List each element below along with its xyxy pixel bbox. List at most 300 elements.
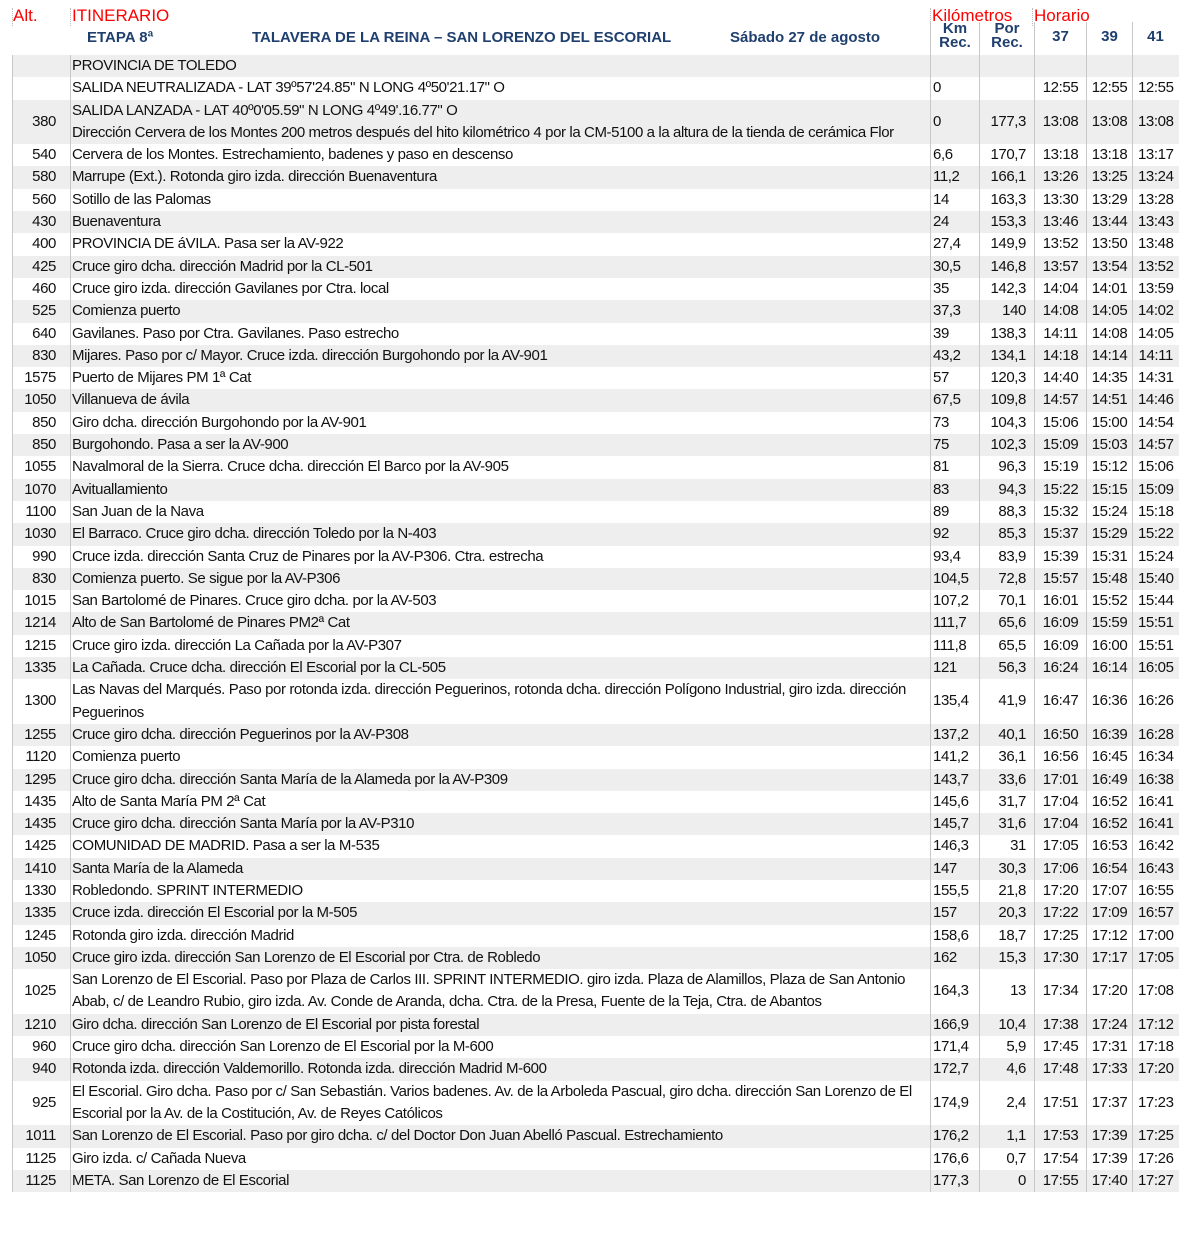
altitude-cell: 925 bbox=[13, 1081, 71, 1126]
altitude-cell: 1435 bbox=[13, 791, 71, 813]
table-row bbox=[13, 479, 1179, 501]
itinerary-cell: Giro dcha. dirección Burgohondo por la AV-901 bbox=[71, 412, 931, 434]
km-rec-cell: 24 bbox=[931, 211, 980, 233]
altitude-cell: 1245 bbox=[13, 925, 71, 947]
km-rec-cell: 11,2 bbox=[931, 166, 980, 188]
km-rec-cell: 75 bbox=[931, 434, 980, 456]
km-rec-cell: 171,4 bbox=[931, 1036, 980, 1058]
por-rec-cell: 20,3 bbox=[980, 902, 1035, 924]
table-row bbox=[13, 211, 1179, 233]
por-rec-cell: 83,9 bbox=[980, 546, 1035, 568]
time-41-cell: 16:55 bbox=[1133, 880, 1179, 902]
time-39-cell: 16:45 bbox=[1087, 746, 1133, 768]
altitude-cell bbox=[13, 77, 71, 99]
km-rec-cell: 104,5 bbox=[931, 568, 980, 590]
itinerary-cell: Villanueva de ávila bbox=[71, 389, 931, 411]
por-rec-cell: 88,3 bbox=[980, 501, 1035, 523]
schedule-41-header: 41 bbox=[1132, 22, 1178, 55]
time-37-cell: 13:46 bbox=[1035, 211, 1087, 233]
itinerary-cell: Las Navas del Marqués. Paso por rotonda izda. dirección Peguerinos, rotonda dcha. dirección Polígono Industrial, giro izda. dirección Peguerinos bbox=[71, 679, 931, 724]
time-41-cell: 16:26 bbox=[1133, 679, 1179, 724]
time-39-cell: 15:52 bbox=[1087, 590, 1133, 612]
altitude-cell: 425 bbox=[13, 256, 71, 278]
time-41-cell: 13:17 bbox=[1133, 144, 1179, 166]
altitude-cell: 940 bbox=[13, 1058, 71, 1080]
time-37-cell: 13:08 bbox=[1035, 100, 1087, 145]
table-row bbox=[13, 189, 1179, 211]
time-41-cell: 15:22 bbox=[1133, 523, 1179, 545]
altitude-cell: 1255 bbox=[13, 724, 71, 746]
time-37-cell: 17:04 bbox=[1035, 813, 1087, 835]
itinerary-cell: San Bartolomé de Pinares. Cruce giro dcha. por la AV-503 bbox=[71, 590, 931, 612]
table-row bbox=[13, 256, 1179, 278]
itinerary-cell: SALIDA NEUTRALIZADA - LAT 39º57'24.85" N LONG 4º50'21.17" O bbox=[71, 77, 931, 99]
time-37-cell: 17:45 bbox=[1035, 1036, 1087, 1058]
time-37-cell: 16:50 bbox=[1035, 724, 1087, 746]
por-rec-cell: 40,1 bbox=[980, 724, 1035, 746]
altitude-cell: 525 bbox=[13, 300, 71, 322]
time-39-cell: 16:54 bbox=[1087, 858, 1133, 880]
km-rec-cell: 83 bbox=[931, 479, 980, 501]
km-rec-cell: 141,2 bbox=[931, 746, 980, 768]
itinerary-cell: Gavilanes. Paso por Ctra. Gavilanes. Paso estrecho bbox=[71, 323, 931, 345]
table-row bbox=[13, 969, 1179, 1014]
km-rec-cell: 67,5 bbox=[931, 389, 980, 411]
altitude-cell: 1050 bbox=[13, 389, 71, 411]
table-row bbox=[13, 434, 1179, 456]
por-rec-cell: 21,8 bbox=[980, 880, 1035, 902]
time-37-cell: 17:48 bbox=[1035, 1058, 1087, 1080]
itinerary-cell: Puerto de Mijares PM 1ª Cat bbox=[71, 367, 931, 389]
por-rec-cell: 31 bbox=[980, 835, 1035, 857]
table-row bbox=[13, 858, 1179, 880]
itinerary-cell: Cruce izda. dirección Santa Cruz de Pinares por la AV-P306. Ctra. estrecha bbox=[71, 546, 931, 568]
time-39-cell: 13:08 bbox=[1087, 100, 1133, 145]
km-rec-cell: 81 bbox=[931, 456, 980, 478]
por-rec-cell: 109,8 bbox=[980, 389, 1035, 411]
por-rec-cell: 120,3 bbox=[980, 367, 1035, 389]
itinerary-cell: Alto de Santa María PM 2ª Cat bbox=[71, 791, 931, 813]
km-rec-cell: 137,2 bbox=[931, 724, 980, 746]
time-41-cell: 14:05 bbox=[1133, 323, 1179, 345]
itinerary-cell: META. San Lorenzo de El Escorial bbox=[71, 1170, 931, 1192]
itinerary-cell: Rotonda giro izda. dirección Madrid bbox=[71, 925, 931, 947]
km-rec-cell: 111,8 bbox=[931, 635, 980, 657]
time-41-cell: 17:05 bbox=[1133, 947, 1179, 969]
time-41-cell: 15:06 bbox=[1133, 456, 1179, 478]
por-rec-cell: 96,3 bbox=[980, 456, 1035, 478]
itinerary-cell: Cruce giro izda. dirección San Lorenzo de El Escorial por Ctra. de Robledo bbox=[71, 947, 931, 969]
por-rec-cell: 153,3 bbox=[980, 211, 1035, 233]
km-rec-cell: 164,3 bbox=[931, 969, 980, 1014]
altitude-cell: 430 bbox=[13, 211, 71, 233]
km-rec-cell: 121 bbox=[931, 657, 980, 679]
por-rec-cell: 163,3 bbox=[980, 189, 1035, 211]
km-rec-cell: 145,7 bbox=[931, 813, 980, 835]
time-41-cell: 17:26 bbox=[1133, 1148, 1179, 1170]
altitude-cell: 1025 bbox=[13, 969, 71, 1014]
time-39-cell: 12:55 bbox=[1087, 77, 1133, 99]
time-37-cell: 17:25 bbox=[1035, 925, 1087, 947]
time-37-cell: 16:56 bbox=[1035, 746, 1087, 768]
altitude-cell: 1335 bbox=[13, 657, 71, 679]
time-41-cell: 16:28 bbox=[1133, 724, 1179, 746]
altitude-cell: 1100 bbox=[13, 501, 71, 523]
time-39-cell: 17:09 bbox=[1087, 902, 1133, 924]
km-rec-cell: 107,2 bbox=[931, 590, 980, 612]
time-37-cell: 13:18 bbox=[1035, 144, 1087, 166]
km-rec-cell: 172,7 bbox=[931, 1058, 980, 1080]
altitude-cell: 1335 bbox=[13, 902, 71, 924]
time-39-cell: 16:36 bbox=[1087, 679, 1133, 724]
stage-date: Sábado 27 de agosto bbox=[730, 29, 881, 46]
route-title: TALAVERA DE LA REINA – SAN LORENZO DEL ESCORIAL bbox=[252, 29, 672, 46]
altitude-cell: 1410 bbox=[13, 858, 71, 880]
time-39-cell: 14:05 bbox=[1087, 300, 1133, 322]
time-37-cell: 15:22 bbox=[1035, 479, 1087, 501]
stage-label: ETAPA 8ª bbox=[87, 29, 154, 46]
table-row bbox=[13, 1125, 1179, 1147]
schedule-37-header: 37 bbox=[1034, 22, 1086, 55]
km-rec-cell: 93,4 bbox=[931, 546, 980, 568]
altitude-cell: 1215 bbox=[13, 635, 71, 657]
time-41-cell: 13:48 bbox=[1133, 233, 1179, 255]
table-row bbox=[13, 77, 1179, 99]
time-41-cell: 16:05 bbox=[1133, 657, 1179, 679]
time-37-cell: 16:09 bbox=[1035, 635, 1087, 657]
time-39-cell: 14:08 bbox=[1087, 323, 1133, 345]
table-row bbox=[13, 679, 1179, 724]
time-37-cell: 17:55 bbox=[1035, 1170, 1087, 1192]
itinerary-cell: Burgohondo. Pasa a ser la AV-900 bbox=[71, 434, 931, 456]
time-41-cell: 15:40 bbox=[1133, 568, 1179, 590]
por-rec-cell: 146,8 bbox=[980, 256, 1035, 278]
itinerary-cell: COMUNIDAD DE MADRID. Pasa a ser la M-535 bbox=[71, 835, 931, 857]
altitude-cell: 560 bbox=[13, 189, 71, 211]
altitude-cell: 1125 bbox=[13, 1148, 71, 1170]
por-rec-cell: 10,4 bbox=[980, 1014, 1035, 1036]
time-39-cell: 13:44 bbox=[1087, 211, 1133, 233]
altitude-cell: 1295 bbox=[13, 769, 71, 791]
altitude-cell: 1435 bbox=[13, 813, 71, 835]
table-row bbox=[13, 1014, 1179, 1036]
itinerary-cell: Comienza puerto bbox=[71, 300, 931, 322]
itinerary-cell: Cervera de los Montes. Estrechamiento, badenes y paso en descenso bbox=[71, 144, 931, 166]
altitude-cell: 460 bbox=[13, 278, 71, 300]
time-39-cell: 14:01 bbox=[1087, 278, 1133, 300]
itinerary-cell: PROVINCIA DE TOLEDO bbox=[71, 55, 931, 77]
km-rec-cell: 157 bbox=[931, 902, 980, 924]
time-37-cell: 17:34 bbox=[1035, 969, 1087, 1014]
altitude-cell: 400 bbox=[13, 233, 71, 255]
table-row bbox=[13, 947, 1179, 969]
km-rec-cell bbox=[931, 55, 980, 77]
itinerary-cell: Giro izda. c/ Cañada Nueva bbox=[71, 1148, 931, 1170]
altitude-cell: 1425 bbox=[13, 835, 71, 857]
km-rec-cell: 158,6 bbox=[931, 925, 980, 947]
time-39-cell: 16:39 bbox=[1087, 724, 1133, 746]
km-rec-cell: 57 bbox=[931, 367, 980, 389]
km-rec-cell: 143,7 bbox=[931, 769, 980, 791]
time-41-cell: 16:43 bbox=[1133, 858, 1179, 880]
por-rec-cell: 41,9 bbox=[980, 679, 1035, 724]
time-39-cell: 15:00 bbox=[1087, 412, 1133, 434]
altitude-cell: 1120 bbox=[13, 746, 71, 768]
time-37-cell: 17:51 bbox=[1035, 1081, 1087, 1126]
divider bbox=[70, 8, 71, 26]
time-39-cell: 17:24 bbox=[1087, 1014, 1133, 1036]
time-39-cell: 17:37 bbox=[1087, 1081, 1133, 1126]
table-row bbox=[13, 1036, 1179, 1058]
time-37-cell: 17:22 bbox=[1035, 902, 1087, 924]
km-rec-cell: 155,5 bbox=[931, 880, 980, 902]
por-rec-cell: 65,5 bbox=[980, 635, 1035, 657]
itinerary-cell: San Lorenzo de El Escorial. Paso por Plaza de Carlos III. SPRINT INTERMEDIO. giro izda. Plaza de Alamillos, Plaza de San Antonio Abab, c/ de Leandro Rubio, giro izda. Av. Conde de Aranda, dcha. Ctra. de la Presa, Fuente de la Teja, Ctra. de Abantos bbox=[71, 969, 931, 1014]
table-row bbox=[13, 345, 1179, 367]
km-rec-cell: 135,4 bbox=[931, 679, 980, 724]
time-37-cell: 15:19 bbox=[1035, 456, 1087, 478]
itinerary-cell: San Juan de la Nava bbox=[71, 501, 931, 523]
itinerary-cell: Cruce giro izda. dirección La Cañada por la AV-P307 bbox=[71, 635, 931, 657]
time-41-cell: 14:11 bbox=[1133, 345, 1179, 367]
table-row bbox=[13, 233, 1179, 255]
time-37-cell: 17:04 bbox=[1035, 791, 1087, 813]
horario-heading: Horario bbox=[1034, 6, 1090, 25]
time-39-cell: 13:18 bbox=[1087, 144, 1133, 166]
itinerary-cell: PROVINCIA DE áVILA. Pasa ser la AV-922 bbox=[71, 233, 931, 255]
por-rec-cell: 134,1 bbox=[980, 345, 1035, 367]
km-rec-cell: 111,7 bbox=[931, 612, 980, 634]
time-37-cell: 17:20 bbox=[1035, 880, 1087, 902]
time-37-cell: 14:40 bbox=[1035, 367, 1087, 389]
por-rec-header: Por Rec. bbox=[979, 22, 1034, 55]
table-row bbox=[13, 925, 1179, 947]
time-41-cell: 14:46 bbox=[1133, 389, 1179, 411]
por-rec-cell: 142,3 bbox=[980, 278, 1035, 300]
por-rec-cell: 30,3 bbox=[980, 858, 1035, 880]
altitude-cell: 1030 bbox=[13, 523, 71, 545]
time-41-cell: 15:09 bbox=[1133, 479, 1179, 501]
itinerary-table bbox=[12, 55, 1179, 1192]
altitude-cell: 1050 bbox=[13, 947, 71, 969]
time-37-cell: 17:06 bbox=[1035, 858, 1087, 880]
time-37-cell: 14:08 bbox=[1035, 300, 1087, 322]
time-41-cell: 13:28 bbox=[1133, 189, 1179, 211]
time-41-cell: 14:02 bbox=[1133, 300, 1179, 322]
alt-heading: Alt. bbox=[13, 6, 38, 25]
table-row bbox=[13, 568, 1179, 590]
time-41-cell: 15:51 bbox=[1133, 635, 1179, 657]
por-rec-cell: 170,7 bbox=[980, 144, 1035, 166]
altitude-cell bbox=[13, 55, 71, 77]
km-rec-cell: 146,3 bbox=[931, 835, 980, 857]
time-37-cell: 13:52 bbox=[1035, 233, 1087, 255]
itinerary-cell: Rotonda izda. dirección Valdemorillo. Rotonda izda. dirección Madrid M-600 bbox=[71, 1058, 931, 1080]
itinerary-cell: Mijares. Paso por c/ Mayor. Cruce izda. dirección Burgohondo por la AV-901 bbox=[71, 345, 931, 367]
itinerary-cell: Comienza puerto bbox=[71, 746, 931, 768]
por-rec-cell: 4,6 bbox=[980, 1058, 1035, 1080]
time-37-cell: 13:30 bbox=[1035, 189, 1087, 211]
km-rec-cell: 92 bbox=[931, 523, 980, 545]
time-37-cell: 13:26 bbox=[1035, 166, 1087, 188]
altitude-cell: 990 bbox=[13, 546, 71, 568]
km-rec-cell: 35 bbox=[931, 278, 980, 300]
time-41-cell: 17:18 bbox=[1133, 1036, 1179, 1058]
time-41-cell: 16:38 bbox=[1133, 769, 1179, 791]
por-rec-cell: 56,3 bbox=[980, 657, 1035, 679]
itinerary-cell: Santa María de la Alameda bbox=[71, 858, 931, 880]
time-37-cell: 14:04 bbox=[1035, 278, 1087, 300]
time-37-cell: 17:01 bbox=[1035, 769, 1087, 791]
altitude-cell: 1210 bbox=[13, 1014, 71, 1036]
table-row bbox=[13, 100, 1179, 145]
por-rec-cell: 94,3 bbox=[980, 479, 1035, 501]
km-rec-cell: 0 bbox=[931, 77, 980, 99]
time-39-cell: 17:39 bbox=[1087, 1125, 1133, 1147]
time-39-cell: 13:54 bbox=[1087, 256, 1133, 278]
itinerary-cell: Avituallamiento bbox=[71, 479, 931, 501]
por-rec-cell: 138,3 bbox=[980, 323, 1035, 345]
time-39-cell: 15:12 bbox=[1087, 456, 1133, 478]
time-41-cell: 13:08 bbox=[1133, 100, 1179, 145]
table-row bbox=[13, 166, 1179, 188]
time-39-cell: 17:33 bbox=[1087, 1058, 1133, 1080]
itinerary-cell: Cruce giro dcha. dirección Santa María por la AV-P310 bbox=[71, 813, 931, 835]
por-rec-cell: 65,6 bbox=[980, 612, 1035, 634]
por-rec-cell: 85,3 bbox=[980, 523, 1035, 545]
itinerary-cell: Giro dcha. dirección San Lorenzo de El Escorial por pista forestal bbox=[71, 1014, 931, 1036]
time-37-cell: 13:57 bbox=[1035, 256, 1087, 278]
km-rec-cell: 174,9 bbox=[931, 1081, 980, 1126]
table-row bbox=[13, 590, 1179, 612]
por-rec-cell: 0 bbox=[980, 1170, 1035, 1192]
por-rec-cell: 33,6 bbox=[980, 769, 1035, 791]
time-39-cell: 16:53 bbox=[1087, 835, 1133, 857]
por-rec-cell: 2,4 bbox=[980, 1081, 1035, 1126]
time-41-cell: 13:24 bbox=[1133, 166, 1179, 188]
time-41-cell: 15:24 bbox=[1133, 546, 1179, 568]
time-39-cell: 17:40 bbox=[1087, 1170, 1133, 1192]
table-row bbox=[13, 1081, 1179, 1126]
schedule-39-header: 39 bbox=[1086, 22, 1132, 55]
time-39-cell: 16:00 bbox=[1087, 635, 1133, 657]
altitude-cell: 380 bbox=[13, 100, 71, 145]
time-39-cell: 14:35 bbox=[1087, 367, 1133, 389]
time-39-cell: 16:52 bbox=[1087, 813, 1133, 835]
time-37-cell bbox=[1035, 55, 1087, 77]
por-rec-cell: 72,8 bbox=[980, 568, 1035, 590]
time-39-cell: 13:50 bbox=[1087, 233, 1133, 255]
km-rec-cell: 147 bbox=[931, 858, 980, 880]
kilometros-heading: Kilómetros bbox=[932, 6, 1013, 25]
por-rec-cell: 36,1 bbox=[980, 746, 1035, 768]
table-row bbox=[13, 635, 1179, 657]
time-37-cell: 17:54 bbox=[1035, 1148, 1087, 1170]
por-rec-cell: 149,9 bbox=[980, 233, 1035, 255]
itinerary-cell: El Barraco. Cruce giro dcha. dirección Toledo por la N-403 bbox=[71, 523, 931, 545]
time-39-cell: 15:03 bbox=[1087, 434, 1133, 456]
km-rec-cell: 176,2 bbox=[931, 1125, 980, 1147]
table-row bbox=[13, 456, 1179, 478]
altitude-cell: 1015 bbox=[13, 590, 71, 612]
itinerary-cell: Cruce giro dcha. dirección San Lorenzo de El Escorial por la M-600 bbox=[71, 1036, 931, 1058]
time-37-cell: 14:57 bbox=[1035, 389, 1087, 411]
itinerary-cell: Cruce giro dcha. dirección Santa María de la Alameda por la AV-P309 bbox=[71, 769, 931, 791]
table-row bbox=[13, 813, 1179, 835]
por-rec-cell: 0,7 bbox=[980, 1148, 1035, 1170]
km-rec-cell: 39 bbox=[931, 323, 980, 345]
table-row bbox=[13, 389, 1179, 411]
time-41-cell: 15:44 bbox=[1133, 590, 1179, 612]
time-37-cell: 15:06 bbox=[1035, 412, 1087, 434]
time-41-cell: 17:00 bbox=[1133, 925, 1179, 947]
km-rec-cell: 6,6 bbox=[931, 144, 980, 166]
por-rec-cell: 104,3 bbox=[980, 412, 1035, 434]
time-37-cell: 15:57 bbox=[1035, 568, 1087, 590]
time-41-cell: 13:59 bbox=[1133, 278, 1179, 300]
km-rec-cell: 145,6 bbox=[931, 791, 980, 813]
itinerary-header bbox=[0, 0, 1188, 55]
time-39-cell: 17:07 bbox=[1087, 880, 1133, 902]
altitude-cell: 1055 bbox=[13, 456, 71, 478]
time-39-cell: 15:15 bbox=[1087, 479, 1133, 501]
time-37-cell: 17:38 bbox=[1035, 1014, 1087, 1036]
time-39-cell: 17:17 bbox=[1087, 947, 1133, 969]
table-row bbox=[13, 546, 1179, 568]
itinerary-cell: Cruce izda. dirección El Escorial por la M-505 bbox=[71, 902, 931, 924]
time-37-cell: 14:11 bbox=[1035, 323, 1087, 345]
por-rec-cell: 140 bbox=[980, 300, 1035, 322]
km-rec-cell: 14 bbox=[931, 189, 980, 211]
por-rec-cell: 1,1 bbox=[980, 1125, 1035, 1147]
time-37-cell: 14:18 bbox=[1035, 345, 1087, 367]
table-row bbox=[13, 144, 1179, 166]
itinerary-cell: SALIDA LANZADA - LAT 40º0'05.59" N LONG 4º49'.16.77" O Dirección Cervera de los Montes 200 metros después del hito kilométrico 4 por la CM-5100 a la altura de la tienda de cerámica Flor bbox=[71, 100, 931, 145]
table-row bbox=[13, 278, 1179, 300]
time-39-cell: 15:59 bbox=[1087, 612, 1133, 634]
km-rec-cell: 0 bbox=[931, 100, 980, 145]
itinerary-cell: El Escorial. Giro dcha. Paso por c/ San Sebastián. Varios badenes. Av. de la Arboleda Pascual, giro dcha. dirección San Lorenzo de El Escorial por la Av. de la Costitución, Av. de Reyes Católicos bbox=[71, 1081, 931, 1126]
time-39-cell: 17:12 bbox=[1087, 925, 1133, 947]
time-41-cell: 17:27 bbox=[1133, 1170, 1179, 1192]
por-rec-cell: 177,3 bbox=[980, 100, 1035, 145]
altitude-cell: 1330 bbox=[13, 880, 71, 902]
time-41-cell: 17:25 bbox=[1133, 1125, 1179, 1147]
table-row bbox=[13, 323, 1179, 345]
por-rec-cell: 13 bbox=[980, 969, 1035, 1014]
table-row bbox=[13, 412, 1179, 434]
itinerary-cell: La Cañada. Cruce dcha. dirección El Escorial por la CL-505 bbox=[71, 657, 931, 679]
table-row bbox=[13, 1058, 1179, 1080]
time-39-cell: 17:39 bbox=[1087, 1148, 1133, 1170]
time-37-cell: 16:09 bbox=[1035, 612, 1087, 634]
altitude-cell: 1575 bbox=[13, 367, 71, 389]
itinerary-cell: Cruce giro dcha. dirección Madrid por la CL-501 bbox=[71, 256, 931, 278]
altitude-cell: 580 bbox=[13, 166, 71, 188]
time-37-cell: 16:01 bbox=[1035, 590, 1087, 612]
time-39-cell: 14:51 bbox=[1087, 389, 1133, 411]
table-row bbox=[13, 657, 1179, 679]
itinerary-cell: Comienza puerto. Se sigue por la AV-P306 bbox=[71, 568, 931, 590]
time-41-cell: 17:20 bbox=[1133, 1058, 1179, 1080]
time-37-cell: 17:30 bbox=[1035, 947, 1087, 969]
time-41-cell: 17:08 bbox=[1133, 969, 1179, 1014]
time-37-cell: 15:39 bbox=[1035, 546, 1087, 568]
km-rec-header: Km Rec. bbox=[930, 22, 979, 55]
time-41-cell: 13:43 bbox=[1133, 211, 1179, 233]
table-row bbox=[13, 612, 1179, 634]
itinerary-cell: San Lorenzo de El Escorial. Paso por giro dcha. c/ del Doctor Don Juan Abelló Pascual. Estrechamiento bbox=[71, 1125, 931, 1147]
